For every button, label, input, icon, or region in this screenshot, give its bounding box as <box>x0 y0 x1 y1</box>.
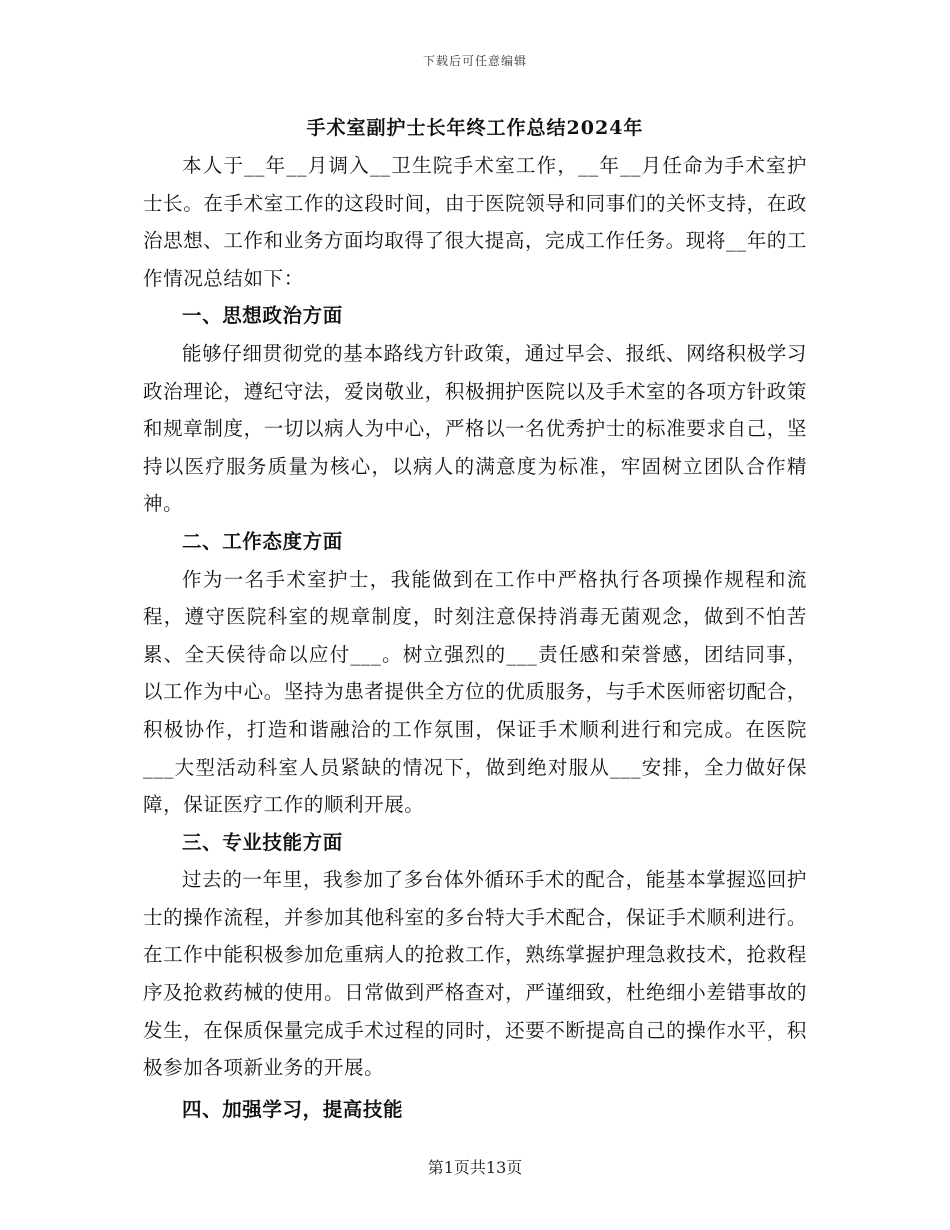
document-title: 手术室副护士长年终工作总结2024年 <box>306 117 644 139</box>
section-text-skills: 过去的一年里，我参加了多台体外循环手术的配合，能基本掌握巡回护士的操作流程，并参加其他科室的多台特大手术配合，保证手术顺利进行。在工作中能积极参加危重病人的抢救工作，熟练掌握护理急救技术，抢救程序及抢救药械的使用。日常做到严格查对，严谨细致，杜绝细小差错事故的发生，在保质保量完成手术过程的同时，还要不断提高自己的操作水平，积极参加各项新业务的开展。 <box>143 868 807 1080</box>
section-heading-politics: 一、思想政治方面 <box>182 304 343 328</box>
section-heading-skills: 三、专业技能方面 <box>182 830 343 854</box>
section-heading-learning: 四、加强学习，提高技能 <box>182 1097 404 1121</box>
section-text-politics: 能够仔细贯彻党的基本路线方针政策，通过早会、报纸、网络积极学习政治理论，遵纪守法，爱岗敬业，积极拥护医院以及手术室的各项方针政策和规章制度，一切以病人为中心，严格以一名优秀护士的标准要求自己，坚持以医疗服务质量为核心，以病人的满意度为标准，牢固树立团队合作精神。 <box>143 341 807 516</box>
document-body <box>143 147 807 1128</box>
section-heading-attitude: 二、工作态度方面 <box>182 529 343 553</box>
section-text-attitude: 作为一名手术室护士，我能做到在工作中严格执行各项操作规程和流程，遵守医院科室的规章制度，时刻注意保持消毒无菌观念，做到不怕苦累、全天侯待命以应付___。树立强烈的___责任感和荣誉感，团结同事，以工作为中心。坚持为患者提供全方位的优质服务，与手术医师密切配合，积极协作，打造和谐融洽的工作氛围，保证手术顺利进行和完成。在医院___大型活动科室人员紧缺的情况下，做到绝对服从___安排，全力做好保障，保证医疗工作的顺利开展。 <box>143 567 807 817</box>
header-note: 下载后可任意编辑 <box>422 54 527 68</box>
page-number: 第1页共13页 <box>427 1158 523 1177</box>
intro-paragraph: 本人于__年__月调入__卫生院手术室工作，__年__月任命为手术室护士长。在手术室工作的这段时间，由于医院领导和同事们的关怀支持，在政治思想、工作和业务方面均取得了很大提高，完成工作任务。现将__年的工作情况总结如下： <box>143 154 807 290</box>
